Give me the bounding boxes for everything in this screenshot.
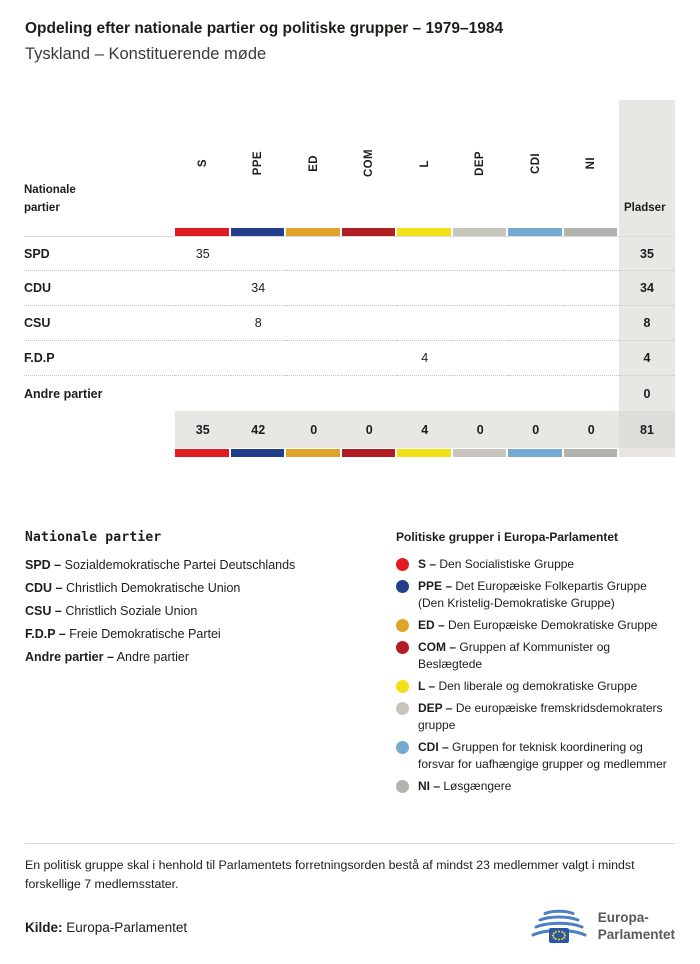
value-cell <box>453 341 509 376</box>
color-bar-s <box>175 227 231 236</box>
total-cell-ni: 0 <box>564 411 620 448</box>
party-label-andre-partier: Andre partier <box>24 386 103 401</box>
total-cell-ed: 0 <box>286 411 342 448</box>
europa-parlamentet-branding <box>529 909 675 945</box>
legend-item-l: L – Den liberale og demokratiske Gruppe <box>396 678 676 695</box>
value-cell <box>175 376 231 411</box>
value-cell <box>231 341 287 376</box>
total-cell-s: 35 <box>175 411 231 448</box>
spacer <box>619 448 675 457</box>
column-header-pladser: Pladser <box>619 100 675 227</box>
total-seats-cell: 81 <box>619 411 675 448</box>
value-cell <box>508 376 564 411</box>
color-bar <box>286 228 340 236</box>
value-cell <box>342 236 398 271</box>
europa-parlamentet-logo <box>529 909 589 945</box>
value-cell <box>397 236 453 271</box>
color-bar <box>397 449 451 457</box>
value-cell <box>564 271 620 306</box>
row-header-label: Nationale partier <box>24 184 76 215</box>
value-cell <box>286 376 342 411</box>
value-cell: 4 <box>397 341 453 376</box>
value-cell <box>453 236 509 271</box>
value-cell: 35 <box>175 236 231 271</box>
value-cell <box>231 236 287 271</box>
value-cell <box>397 271 453 306</box>
color-bar <box>564 228 618 236</box>
color-bar <box>286 449 340 457</box>
color-bar-ed <box>286 227 342 236</box>
legend-item-cdu: CDU – Christlich Demokratische Union <box>25 581 241 595</box>
column-header-ppe: PPE <box>252 151 265 176</box>
value-cell <box>342 341 398 376</box>
page-subtitle: Tyskland – Konstituerende møde <box>25 45 267 63</box>
legend-dot-dep <box>396 702 409 715</box>
legend-political-groups <box>396 530 676 800</box>
party-label-cdu: CDU <box>24 271 175 306</box>
logo-wordmark: Europa- Parlamentet <box>597 910 675 943</box>
column-header-cdi: CDI <box>529 152 542 174</box>
color-bar <box>175 449 229 457</box>
total-cell-dep: 0 <box>453 411 509 448</box>
color-bar-com <box>342 448 398 457</box>
legend-dot-l <box>396 680 409 693</box>
value-cell <box>564 341 620 376</box>
value-cell <box>286 236 342 271</box>
value-cell <box>231 376 287 411</box>
source-line <box>25 920 187 935</box>
seats-cell: 4 <box>619 341 675 376</box>
color-bar <box>508 449 562 457</box>
legend-item-s: S – Den Socialistiske Gruppe <box>396 556 676 573</box>
column-header-ed: ED <box>307 155 320 172</box>
color-bar <box>231 449 285 457</box>
legend-item-com: COM – Gruppen af Kommunister og Beslægtede <box>396 639 676 673</box>
column-header-l: L <box>418 159 431 168</box>
color-bar <box>397 228 451 236</box>
party-label-fdp: F.D.P <box>24 341 175 376</box>
color-bar-ppe <box>231 227 287 236</box>
column-header-s: S <box>196 159 209 168</box>
value-cell <box>175 306 231 341</box>
value-cell <box>397 376 453 411</box>
value-cell <box>397 306 453 341</box>
color-bar-l <box>397 448 453 457</box>
footnote: En politisk gruppe skal i henhold til Parlamentets forretningsorden bestå af mindst 23 medlemmer valgt i mindst forskellige 7 medlemsstater. <box>25 858 635 891</box>
value-cell <box>564 306 620 341</box>
color-bar-com <box>342 227 398 236</box>
column-header-com: COM <box>363 149 376 178</box>
legend-item-ed: ED – Den Europæiske Demokratiske Gruppe <box>396 617 676 634</box>
color-bar <box>453 449 507 457</box>
footer <box>25 843 675 945</box>
legend-dot-cdi <box>396 741 409 754</box>
legend-item-ni: NI – Løsgængere <box>396 778 676 795</box>
footer-row <box>25 909 675 945</box>
spacer <box>24 448 175 457</box>
column-header-dep: DEP <box>474 151 487 176</box>
color-bar-l <box>397 227 453 236</box>
color-bar-ni <box>564 448 620 457</box>
legend-item-dep: DEP – De europæiske fremskridsdemokraters gruppe <box>396 700 676 734</box>
value-cell <box>286 271 342 306</box>
seats-cell: 0 <box>619 376 675 411</box>
legend-item-andre-partier: Andre partier – Andre partier <box>25 650 189 664</box>
legend-dot-com <box>396 641 409 654</box>
color-bar-s <box>175 448 231 457</box>
value-cell <box>508 306 564 341</box>
legend <box>25 530 675 800</box>
total-cell-l: 4 <box>397 411 453 448</box>
value-cell <box>175 271 231 306</box>
color-bar <box>175 228 229 236</box>
spacer <box>24 411 175 448</box>
spacer <box>24 227 175 236</box>
legend-item-ppe: PPE – Det Europæiske Folkepartis Gruppe (Den Kristelig-Demokratiske Gruppe) <box>396 578 676 612</box>
color-bar-dep <box>453 448 509 457</box>
legend-dot-ni <box>396 780 409 793</box>
color-bar <box>453 228 507 236</box>
value-cell <box>286 341 342 376</box>
value-cell <box>508 271 564 306</box>
party-label-csu: CSU <box>24 306 175 341</box>
value-cell <box>564 376 620 411</box>
column-header-ni: NI <box>585 157 598 170</box>
color-bar-ppe <box>231 448 287 457</box>
party-label-spd: SPD <box>24 236 175 271</box>
legend-item-fdp: F.D.P – Freie Demokratische Partei <box>25 627 221 641</box>
color-bar <box>342 449 396 457</box>
color-bar <box>342 228 396 236</box>
value-cell <box>342 306 398 341</box>
color-bar <box>508 228 562 236</box>
legend-dot-ppe <box>396 580 409 593</box>
legend-dot-ed <box>396 619 409 632</box>
legend-item-spd: SPD – Sozialdemokratische Partei Deutschlands <box>25 558 296 572</box>
color-bar-ed <box>286 448 342 457</box>
source-label: Kilde: <box>25 919 63 935</box>
total-cell-ppe: 42 <box>231 411 287 448</box>
color-bar-ni <box>564 227 620 236</box>
value-cell <box>508 341 564 376</box>
color-bar <box>231 228 285 236</box>
value-cell <box>453 376 509 411</box>
seats-cell: 34 <box>619 271 675 306</box>
value-cell <box>564 236 620 271</box>
seats-cell: 35 <box>619 236 675 271</box>
value-cell <box>342 376 398 411</box>
legend-item-csu: CSU – Christlich Soziale Union <box>25 604 198 618</box>
page-title: Opdeling efter nationale partier og politiske grupper – 1979–1984 <box>25 20 504 37</box>
seats-table <box>24 100 675 457</box>
value-cell: 34 <box>231 271 287 306</box>
spacer <box>619 227 675 236</box>
total-cell-com: 0 <box>342 411 398 448</box>
value-cell <box>508 236 564 271</box>
value-cell <box>453 271 509 306</box>
value-cell <box>175 341 231 376</box>
color-bar-cdi <box>508 227 564 236</box>
value-cell <box>453 306 509 341</box>
legend-national-parties <box>25 530 396 800</box>
value-cell <box>286 306 342 341</box>
legend-national-title: Nationale partier <box>25 530 162 545</box>
source-text: Europa-Parlamentet <box>66 919 188 935</box>
seats-cell: 8 <box>619 306 675 341</box>
value-cell: 8 <box>231 306 287 341</box>
color-bar-dep <box>453 227 509 236</box>
legend-dot-s <box>396 558 409 571</box>
legend-item-cdi: CDI – Gruppen for teknisk koordinering og forsvar for uafhængige grupper og medlemmer <box>396 739 676 773</box>
value-cell <box>342 271 398 306</box>
table-corner <box>24 100 175 227</box>
color-bar <box>564 449 618 457</box>
color-bar-cdi <box>508 448 564 457</box>
total-cell-cdi: 0 <box>508 411 564 448</box>
legend-groups-title: Politiske grupper i Europa-Parlamentet <box>396 530 619 544</box>
